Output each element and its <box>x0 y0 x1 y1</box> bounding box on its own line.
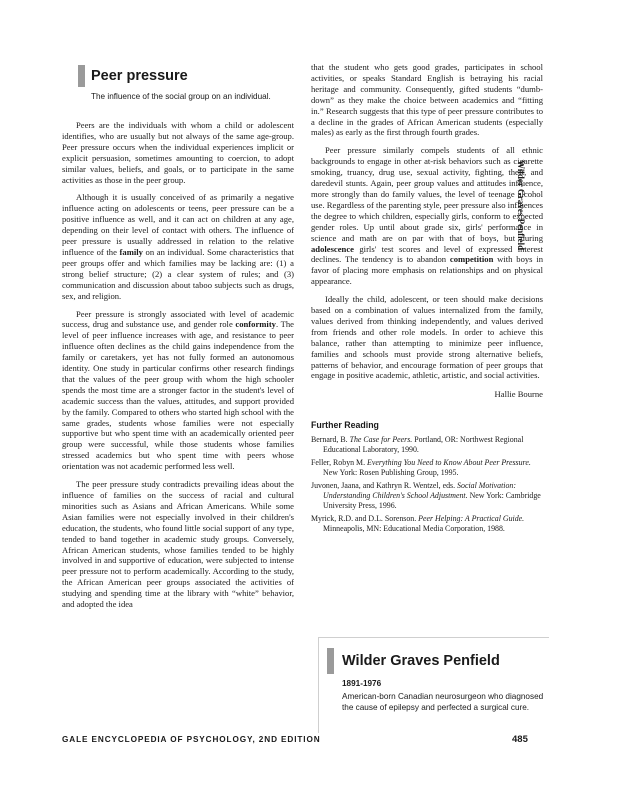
further-reading-heading: Further Reading <box>311 420 379 431</box>
next-entry-description: American-born Canadian neurosurgeon who diagnosed the cause of epilepsy and perfected a surgical cure. <box>342 692 544 712</box>
cross-reference-term[interactable]: adolescence <box>311 243 354 254</box>
running-head: Wilder Graves Penfield <box>516 160 526 251</box>
right-column <box>311 62 543 537</box>
reference-item: Juvonen, Jaana, and Kathryn R. Wentzel, eds. Social Motivation: Understanding Children's School Adjustment. New York: Cambridge University Press, 1996. <box>311 481 541 511</box>
footer-publication: GALE ENCYCLOPEDIA OF PSYCHOLOGY, 2ND EDITION <box>62 735 321 744</box>
paragraph: The peer pressure study contradicts prevailing ideas about the influence of families on the success of racial and cultural minorities such as Asians and African Americans. While some Asian families were not especially involved in their children's education, the students, who found little social support of any type, tended to band together in academic study groups. Conversely, African American students, whose families tended to be highly involved in and supportive of education, were subjected to intense peer pressure not to perform academically. According to the study, the African American peer groups associated the activities of studying and spending time at the library with “white” behavior, and adopted the idea <box>62 479 294 610</box>
entry-description: The influence of the social group on an individual. <box>91 92 271 101</box>
author-byline: Hallie Bourne <box>494 389 543 400</box>
reference-item: Bernard, B. The Case for Peers. Portland, OR: Northwest Regional Educational Laboratory, 1990. <box>311 435 524 455</box>
paragraph: Peers are the individuals with whom a child or adolescent identifies, who are usually but not always of the same age-group. Peer pressure occurs when the individual experiences implicit or explicit persuasion, sometimes amounting to coercion, to adopt similar values, beliefs, and goals, or to participate in the same activities as those in the peer group. <box>62 120 294 185</box>
entry-marker-bar <box>327 648 334 674</box>
cross-reference-term[interactable]: family <box>119 246 143 257</box>
entry-marker-bar <box>78 65 85 87</box>
next-entry-dates: 1891-1976 <box>342 679 382 688</box>
cross-reference-term[interactable]: competition <box>449 254 494 265</box>
paragraph: Ideally the child, adolescent, or teen should make decisions based on a combination of values internalized from the family, values derived from thinking independently, and values derived from friends and other role models. In order to achieve this balance, rather than attempting to minimize peer influence, families and schools must provide strong alternative beliefs, patterns of behavior, and encourage formation of peer groups that engage in positive academic, athletic, artistic, and social activities. <box>311 294 543 381</box>
entry-title: Peer pressure <box>91 68 188 84</box>
reference-item: Feller, Robyn M. Everything You Need to Know About Peer Pressure. New York: Rosen Publishing Group, 1995. <box>311 458 531 478</box>
paragraph: Although it is usually conceived of as primarily a negative influence acting on adolescents or teens, peer pressure can be a positive influence as well, and it can act on children at any age, depending on their level of contact with others. The influence of peer pressure is usually addressed in relation to the relative influence of the family on an individual. Some characteristics that peer groups offer and which families may be lacking are: (1) a strong belief structure; (2) a clear system of rules; and (3) communication and discussion about taboo subjects such as drugs, sex, and religion. <box>62 192 295 301</box>
paragraph: that the student who gets good grades, participates in school activities, or speaks Standard English is betraying his racial heritage and community. Consequently, gifted students “dumb-down” as they make the choice between academics and “fitting in.” Research suggests that this type of peer pressure contributes to a decline in the grades of African American students (especially males) as early as the first through fourth grades. <box>311 62 543 138</box>
paragraph: Peer pressure is strongly associated with level of academic success, drug and substance use, and gender role conformity. The level of peer influence increases with age, and resistance to peer influence often declines as the child gains independence from the family or caretakers, yet has not fully formed an autonomous identity. One study in particular confirms other research findings that the values of the peer group with whom the high schooler spends the most time are a stronger factor in the student's level of academic success than the values, attitudes, and support provided by the family. Compared to others who started high school with the same grades, students whose families were not especially supportive but who spent time with an academically oriented peer group were successful, while those students whose families stressed academics but who spent time with peers whose orientation was not academic performed less well. <box>62 308 294 472</box>
next-entry-title: Wilder Graves Penfield <box>342 653 500 669</box>
entry-header <box>62 64 294 86</box>
reference-item: Myrick, R.D. and D.L. Sorenson. Peer Helping: A Practical Guide. Minneapolis, MN: Educational Media Corporation, 1988. <box>311 514 525 534</box>
left-column <box>62 62 294 617</box>
cross-reference-term[interactable]: conformity <box>235 319 276 330</box>
paragraph: Peer pressure similarly compels students of all ethnic backgrounds to engage in other at-risk behaviors such as cigarette smoking, truancy, drug use, sexual activity, fighting, theft, and daredevil stunts. Again, peer group values and attitudes influence, more strongly than do family values, the level of teenage alcohol use. Regardless of the parenting style, peer pressure also influences the degree to which children, especially girls, conform to expected gender roles. Up until about grade six, girls' performance in science and math are on par with that of boys, but during adolescence girls' test scores and level of expressed interest declines. The tendency is to abandon competition with boys in favor of placing more emphasis on relationships and on physical appearance. <box>311 145 543 287</box>
next-entry-box <box>318 637 549 733</box>
page-number: 485 <box>512 734 528 745</box>
